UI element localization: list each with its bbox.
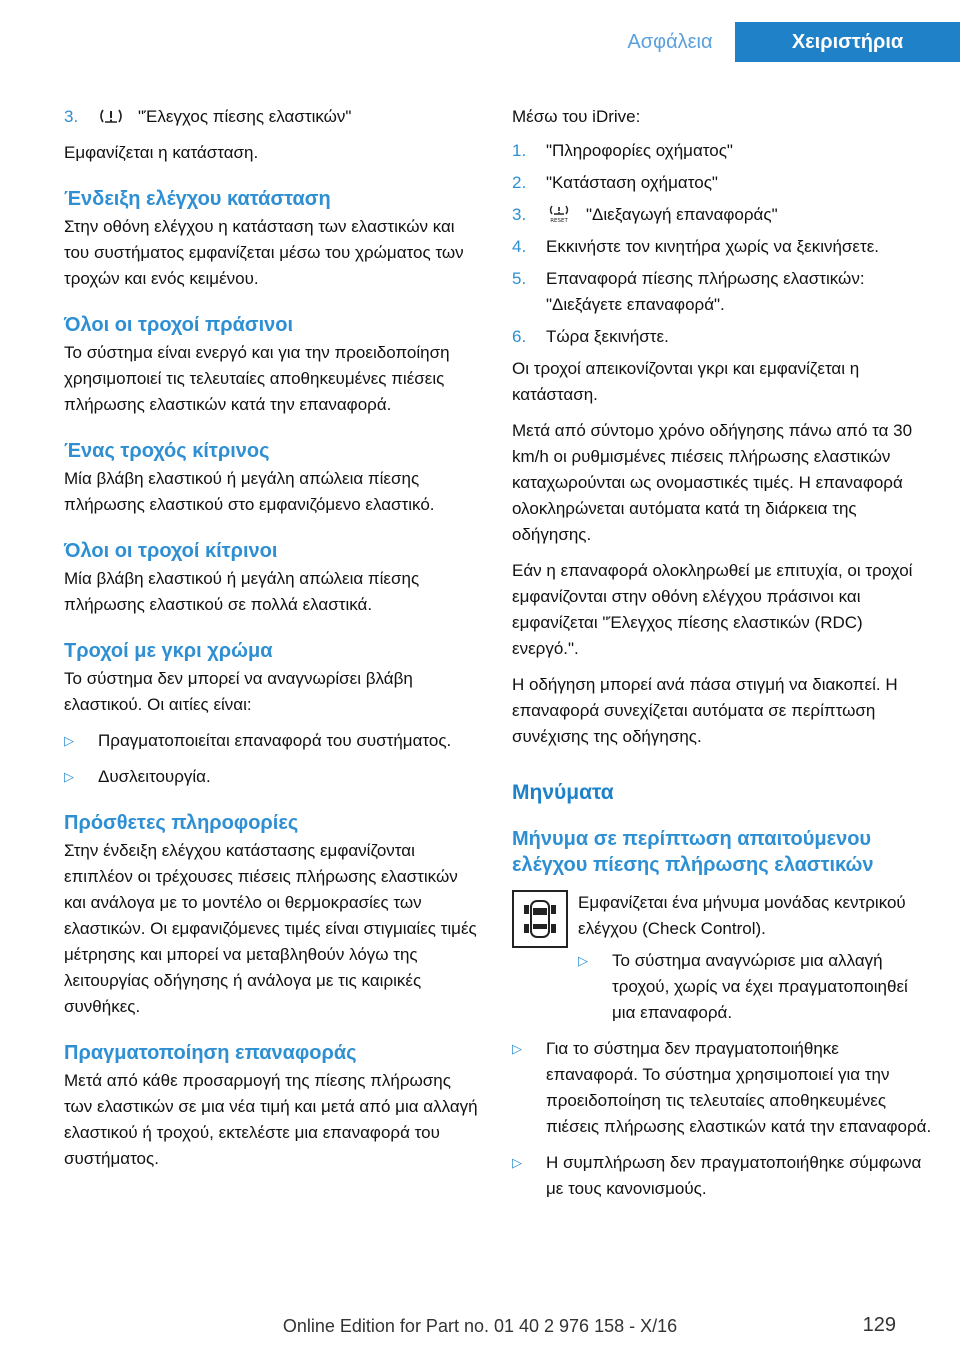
step-text: "Διεξαγωγή επαναφοράς" <box>586 205 778 224</box>
list-item <box>512 234 932 260</box>
paragraph-one-yellow: Μία βλάβη ελαστικού ή μεγάλη απώλεια πίεσης πλήρωσης ελαστικού στο εμφανιζόμενο ελαστικό. <box>64 469 435 514</box>
list-item <box>512 266 932 318</box>
car-wheels-warning-icon <box>512 890 568 948</box>
list-item <box>512 170 932 196</box>
step-text: Τώρα ξεκινήστε. <box>546 327 669 346</box>
step-number: 3. <box>512 205 527 224</box>
page-number: 129 <box>862 1314 896 1336</box>
bullet-triangle-icon: ▷ <box>64 733 74 748</box>
bullet-text: Το σύστημα αναγνώρισε μια αλλαγή τροχού, χωρίς να έχει πραγματοποιηθεί μια επαναφορά. <box>612 951 908 1022</box>
step-number: 4. <box>512 237 527 256</box>
paragraph-perform-reset: Μετά από κάθε προσαρμογή της πίεσης πλήρωσης των ελαστικών σε μια νέα τιμή και μετά από μια αλλαγή ελαστικού ή τροχού, εκτελέστε μια επαναφορά του συστήματος. <box>64 1071 478 1168</box>
bullet-text: Δυσλειτουργία. <box>98 767 211 786</box>
bullet-item <box>64 728 480 754</box>
paragraph-status-display: Στην οθόνη ελέγχου η κατάσταση των ελαστικών και του συστήματος εμφανίζεται μέσω του χρώματος των τροχών και ενός κειμένου. <box>64 217 464 288</box>
bullet-item <box>512 1036 932 1140</box>
bullet-text: Πραγματοποιείται επαναφορά του συστήματος. <box>98 731 452 750</box>
heading-pressure-check-message: Μήνυμα σε περίπτωση απαιτούμενου ελέγχου πίεσης πλήρωσης ελαστικών <box>512 828 874 876</box>
bullet-text: Για το σύστημα δεν πραγματοποιήθηκε επαναφορά. Το σύστημα χρησιμοποιεί για την προειδοποίηση τις τελευταίες αποθηκευμένες πιέσεις πλήρωσης ελαστικών κατά την επαναφορά. <box>546 1039 932 1136</box>
heading-grey-wheels: Τροχοί με γκρι χρώμα <box>64 640 273 662</box>
bullet-text: Η συμπλήρωση δεν πραγματοποιήθηκε σύμφωνα με τους κανονισμούς. <box>546 1153 922 1198</box>
paragraph-nominal-values: Μετά από σύντομο χρόνο οδήγησης πάνω από τα 30 km/h οι ρυθμισμένες πιέσεις πλήρωσης ελαστικών καταχωρούνται ως ονομαστικές τιμές. Η επαναφορά ολοκληρώνεται αυτόματα κατά τη διάρκεια της οδήγησης. <box>512 421 913 544</box>
paragraph-reset-success: Εάν η επαναφορά ολοκληρωθεί με επιτυχία, οι τροχοί εμφανίζονται στην οθόνη ελέγχου πράσινοι και εμφανίζεται "Έλεγχος πίεσης ελαστικών (RDC) ενεργό.". <box>512 561 913 658</box>
nav-chapter-tab[interactable]: Χειριστήρια <box>735 22 960 62</box>
step-text: Επαναφορά πίεσης πλήρωσης ελαστικών: "Διεξάγετε επαναφορά". <box>546 269 865 314</box>
reset-steps-list <box>512 138 932 350</box>
heading-perform-reset: Πραγματοποίηση επαναφοράς <box>64 1042 357 1064</box>
right-column <box>512 104 932 1212</box>
bullet-triangle-icon: ▷ <box>512 1041 522 1056</box>
step-number: 2. <box>512 173 527 192</box>
paragraph-wheels-grey: Οι τροχοί απεικονίζονται γκρι και εμφανίζεται η κατάσταση. <box>512 359 860 404</box>
check-control-message <box>512 890 932 1026</box>
list-item <box>512 202 932 228</box>
bullet-item <box>512 1150 932 1202</box>
tire-pressure-warning-icon <box>98 107 124 125</box>
paragraph-all-green: Το σύστημα είναι ενεργό και για την προειδοποίηση χρησιμοποιεί τις τελευταίες αποθηκευμένες πιέσεις πλήρωσης ελαστικών κατά την επαναφορά. <box>64 343 450 414</box>
step-text: Εκκινήστε τον κινητήρα χωρίς να ξεκινήσετε. <box>546 237 880 256</box>
status-shown-text: Εμφανίζεται η κατάσταση. <box>64 143 259 162</box>
message-description: Εμφανίζεται ένα μήνυμα μονάδας κεντρικού ελέγχου (Check Control). <box>578 893 906 938</box>
paragraph-additional-info: Στην ένδειξη ελέγχου κατάστασης εμφανίζονται επιπλέον οι τρέχουσες πιέσεις πλήρωσης ελαστικών και ανάλογα με το μοντέλο οι θερμοκρασίες των ελαστικών. Οι εμφανιζόμενες τιμές είναι στιγμιαίες τιμές μέτρησης και μπορεί να μεταβληθούν λόγω της λειτουργίας οδήγησης ή ανάλογα με τις καιρικές συνθήκες. <box>64 841 477 1016</box>
heading-all-yellow: Όλοι οι τροχοί κίτρινοι <box>64 540 278 562</box>
step-3-row <box>64 104 480 130</box>
heading-additional-info: Πρόσθετες πληροφορίες <box>64 812 299 834</box>
bullet-triangle-icon: ▷ <box>64 769 74 784</box>
bullet-item <box>64 764 480 790</box>
heading-messages: Μηνύματα <box>512 781 614 804</box>
paragraph-all-yellow: Μία βλάβη ελαστικού ή μεγάλη απώλεια πίεσης πλήρωσης ελαστικού σε πολλά ελαστικά. <box>64 569 420 614</box>
list-item <box>512 324 932 350</box>
nav-section-tab[interactable]: Ασφάλεια <box>627 30 713 53</box>
svg-text:RESET: RESET <box>550 218 568 223</box>
idrive-intro: Μέσω του iDrive: <box>512 107 641 126</box>
bullet-triangle-icon: ▷ <box>512 1155 522 1170</box>
left-column <box>64 104 480 1182</box>
reset-tire-icon <box>546 205 572 223</box>
heading-all-green: Όλοι οι τροχοί πράσινοι <box>64 314 294 336</box>
bullet-triangle-icon: ▷ <box>578 953 588 968</box>
step-3-text: "Έλεγχος πίεσης ελαστικών" <box>138 107 352 126</box>
footer-edition: Online Edition for Part no. 01 40 2 976 158 - X/16 <box>282 1316 678 1336</box>
top-navigation <box>605 22 960 62</box>
heading-one-yellow: Ένας τροχός κίτρινος <box>64 440 270 462</box>
paragraph-grey-wheels: Το σύστημα δεν μπορεί να αναγνωρίσει βλάβη ελαστικού. Οι αιτίες είναι: <box>64 669 413 714</box>
step-text: "Πληροφορίες οχήματος" <box>546 141 733 160</box>
list-item <box>512 138 932 164</box>
heading-status-display: Ένδειξη ελέγχου κατάσταση <box>64 188 331 210</box>
step-number: 1. <box>512 141 527 160</box>
step-number: 3. <box>64 107 79 126</box>
bullet-item <box>578 948 932 1026</box>
step-number: 5. <box>512 269 527 288</box>
paragraph-drive-interrupt: Η οδήγηση μπορεί ανά πάσα στιγμή να διακοπεί. Η επαναφορά συνεχίζεται αυτόματα σε περίπτωση συνέχισης της οδήγησης. <box>512 675 898 746</box>
step-number: 6. <box>512 327 527 346</box>
step-text: "Κατάσταση οχήματος" <box>546 173 718 192</box>
